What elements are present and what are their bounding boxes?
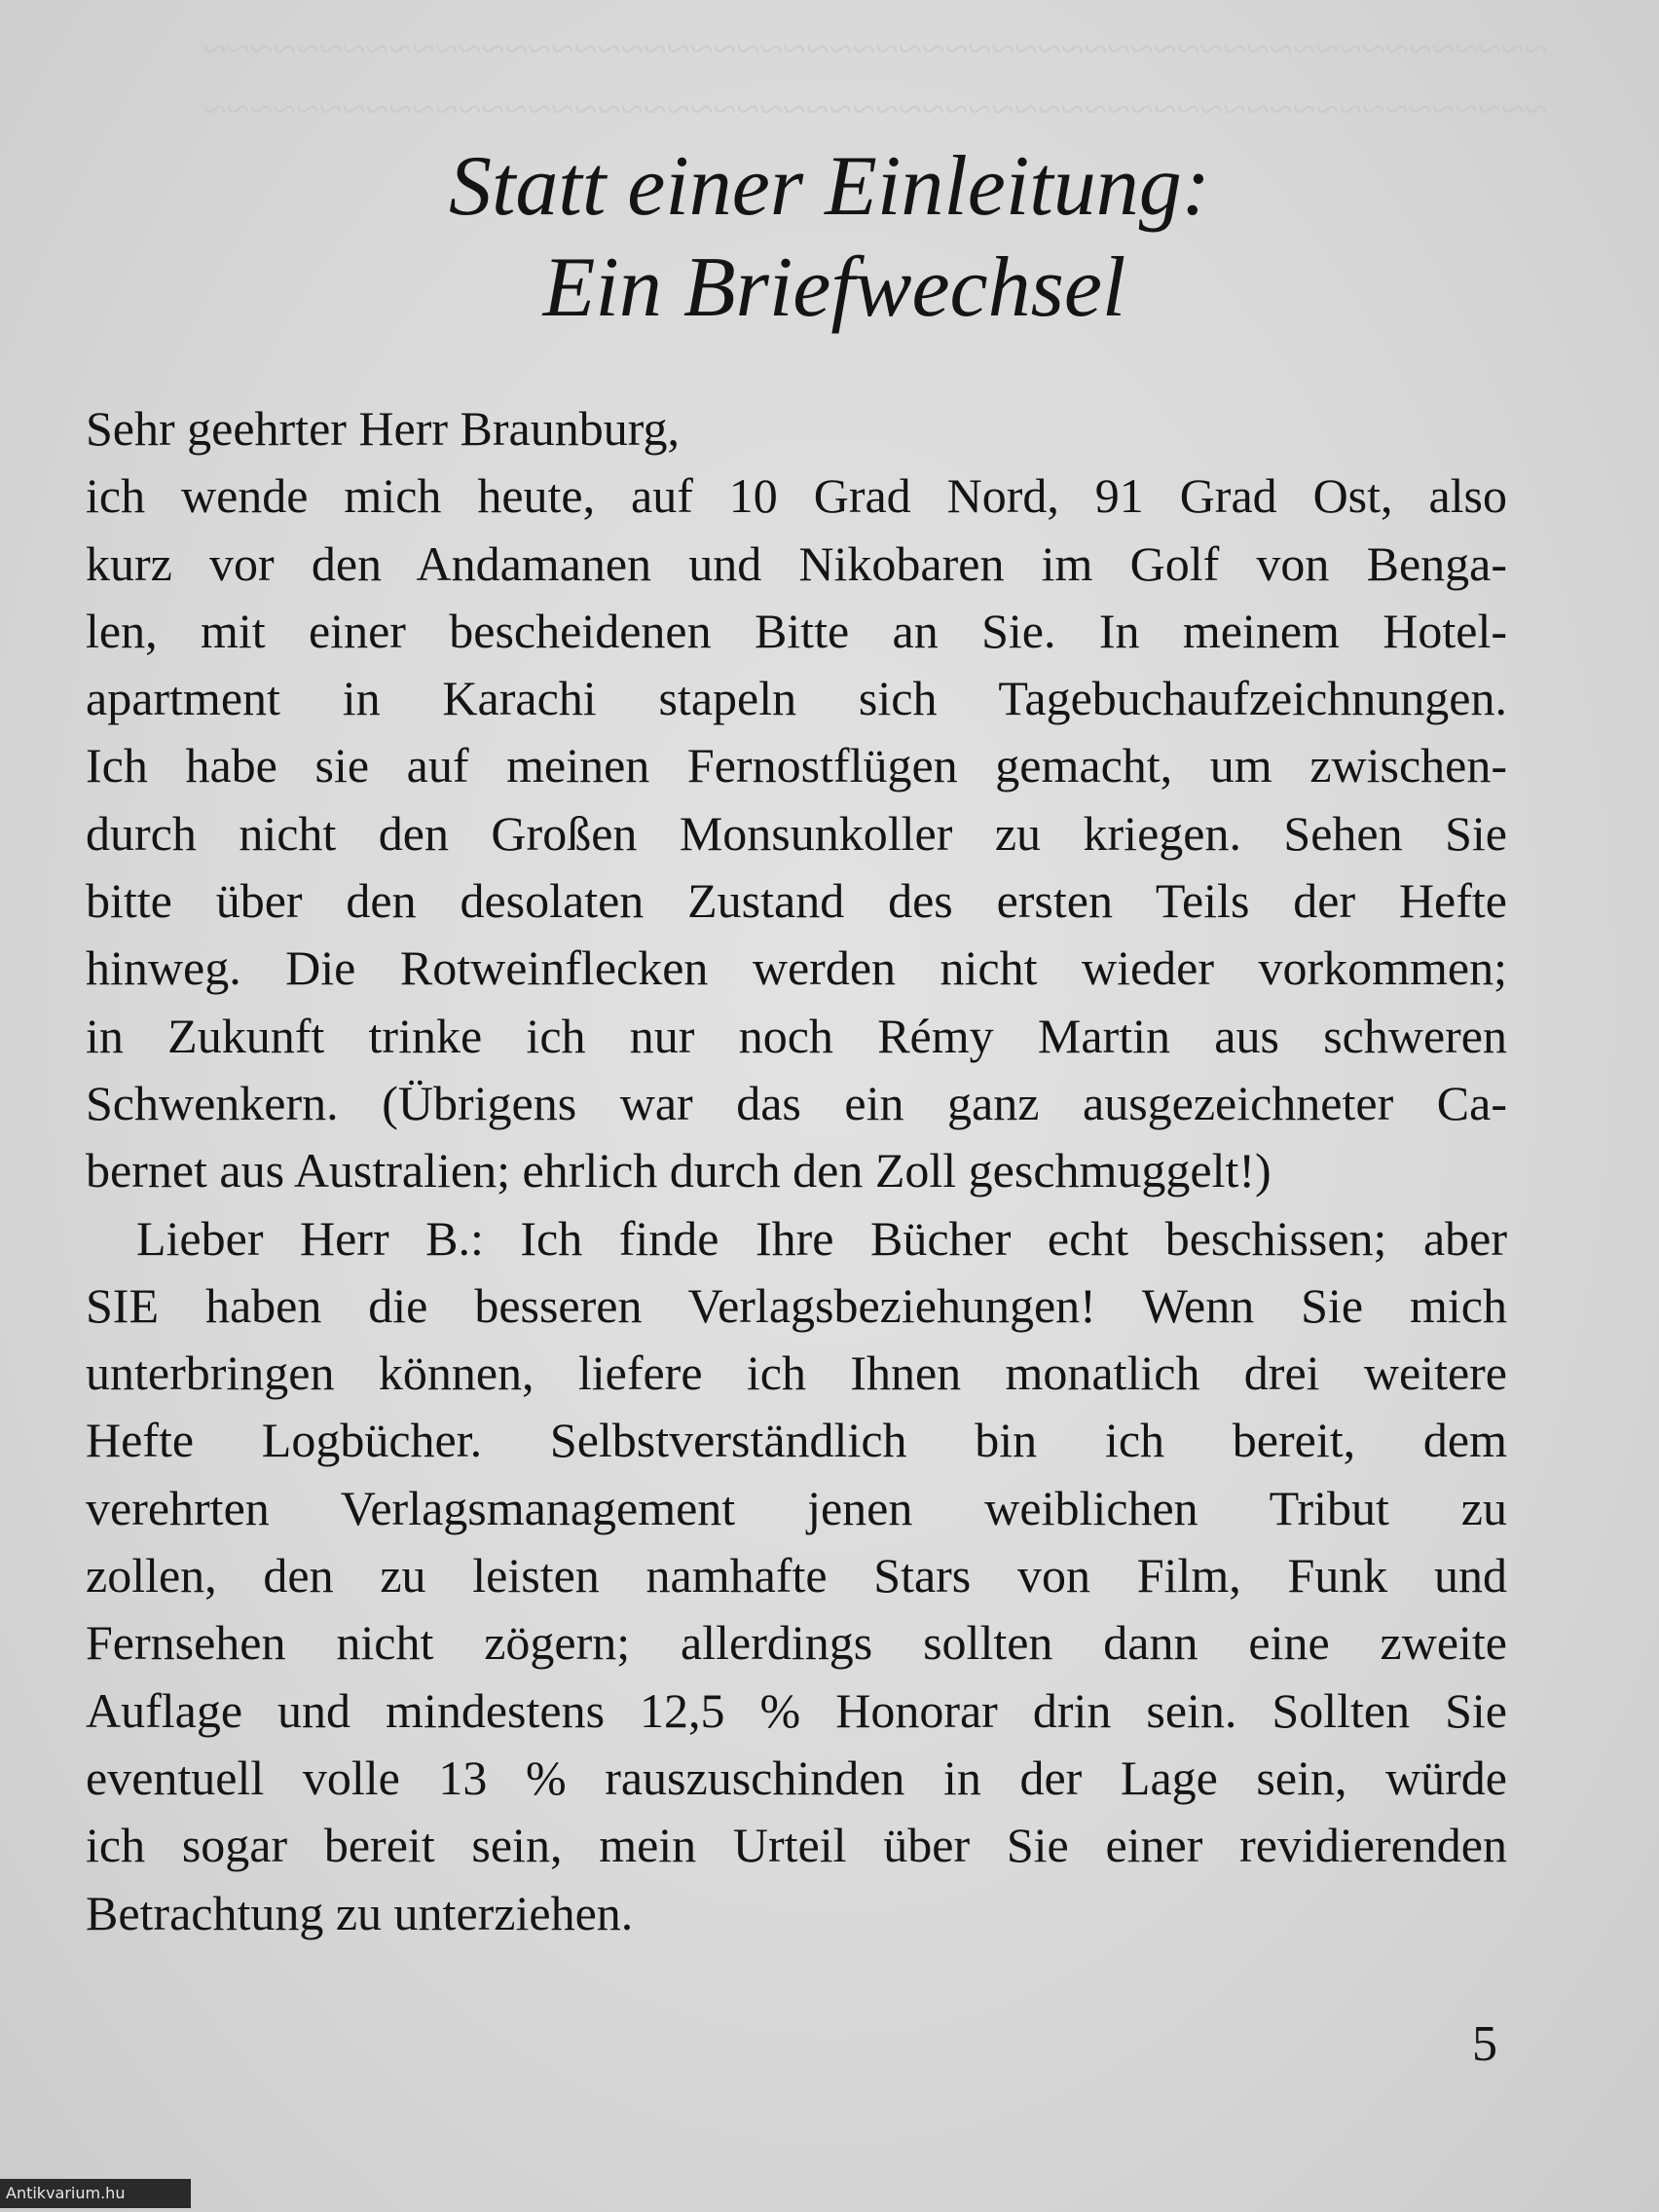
text-line: in Zukunft trinke ich nur noch Rémy Martin aus schweren [86, 1008, 1507, 1063]
text-line: apartment in Karachi stapeln sich Tagebuchaufzeichnungen. [86, 671, 1507, 726]
text-line: Betrachtung zu unterziehen. [86, 1885, 634, 1940]
chapter-title-line-2: Ein Briefwechsel [542, 240, 1126, 335]
text-line: Fernsehen nicht zögern; allerdings sollten dann eine zweite [86, 1615, 1507, 1671]
letter-salutation: Sehr geehrter Herr Braunburg, [86, 401, 680, 456]
text-line: verehrten Verlagsmanagement jenen weiblichen Tribut zu [86, 1480, 1507, 1535]
text-line: unterbringen können, liefere ich Ihnen monatlich drei weitere [86, 1346, 1507, 1401]
text-line: Ich habe sie auf meinen Fernostflügen gemacht, um zwischen- [86, 738, 1507, 793]
text-line: hinweg. Die Rotweinflecken werden nicht wieder vorkommen; [86, 940, 1507, 996]
text-line: bitte über den desolaten Zustand des ersten Teils der Hefte [86, 873, 1507, 929]
source-watermark: Antikvarium.hu [0, 2179, 191, 2208]
text-line: zollen, den zu leisten namhafte Stars von Film, Funk und [86, 1548, 1507, 1604]
text-line: kurz vor den Andamanen und Nikobaren im Golf von Benga- [86, 535, 1507, 591]
text-line: Hefte Logbücher. Selbstverständlich bin ich bereit, dem [86, 1413, 1507, 1468]
text-line: bernet aus Australien; ehrlich durch den Zoll geschmuggelt!) [86, 1143, 1272, 1198]
chapter-title [0, 136, 1659, 339]
text-line: Schwenkern. (Übrigens war das ein ganz ausgezeichneter Ca- [86, 1075, 1507, 1130]
text-line: ich wende mich heute, auf 10 Grad Nord, 91 Grad Ost, also [86, 468, 1507, 524]
chapter-title-line-1: Statt einer Einleitung: [448, 139, 1211, 234]
paragraph-2-first-line: Lieber Herr B.: Ich finde Ihre Bücher echt beschissen; aber [136, 1210, 1507, 1266]
bleed-through-texture: ~~~~~~~~~~~~~~~~~~~~~~~~~~~~~~~~~~~~~~~~~~~~~~~~~~~~~~~~~~ ~~~~~~~~~~~~~~~~~~~~~~~~~~~~~~~~~~~~~~~~~~~~~~~~~~~~~~~~~~ [203, 25, 1548, 133]
text-line: len, mit einer bescheidenen Bitte an Sie. In meinem Hotel- [86, 603, 1507, 658]
text-line: eventuell volle 13 % rauszuschinden in der Lage sein, würde [86, 1750, 1507, 1805]
letter-body [86, 395, 1507, 1947]
text-line: durch nicht den Großen Monsunkoller zu kriegen. Sehen Sie [86, 805, 1507, 861]
text-line: SIE haben die besseren Verlagsbeziehungen! Wenn Sie mich [86, 1277, 1507, 1333]
text-line: Auflage und mindestens 12,5 % Honorar drin sein. Sollten Sie [86, 1682, 1507, 1738]
page-number: 5 [1472, 2016, 1497, 2072]
text-line: ich sogar bereit sein, mein Urteil über Sie einer revidierenden [86, 1818, 1507, 1873]
